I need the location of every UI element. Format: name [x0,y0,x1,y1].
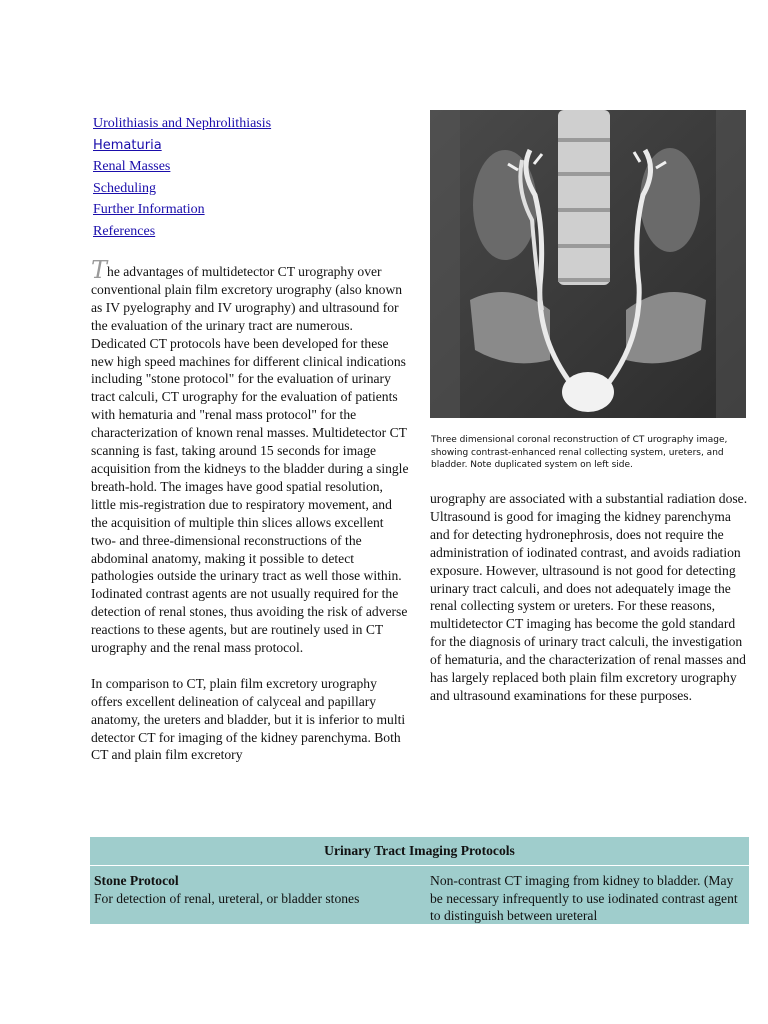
link-scheduling[interactable]: Scheduling [93,180,156,196]
article-paragraph-2-continued: urography are associated with a substantial radiation dose. Ultrasound is good for imaging the kidney parenchyma and for detecting hydronephrosis, does not require the administration of iodinated contrast, and avoids radiation exposure. However, ultrasound is not good for detecting urinary tract calculi, and does not adequately image the renal collecting system or ureters. For these reasons, multidetector CT imaging has become the gold standard for the diagnosis of urinary tract calculi, the investigation of hematuria, and the characterization of renal masses and has largely replaced both plain film excretory urography and ultrasound examinations for these purposes. [430,491,748,703]
table-row [90,866,749,925]
protocol-cell [90,872,430,925]
link-urolithiasis[interactable]: Urolithiasis and Nephrolithiasis [93,116,272,131]
ct-scan-illustration [430,110,746,418]
drop-cap: T [91,256,108,284]
link-references[interactable]: References [93,223,156,239]
figure-caption: Three dimensional coronal reconstruction of CT urography image, showing contrast-enhanced renal collecting system, ureters, and bladder. Note duplicated system on left side. [431,435,728,470]
article-left-column [91,256,411,782]
link-renal-masses[interactable]: Renal Masses [93,159,171,174]
link-further-information[interactable]: Further Information [93,202,205,217]
protocols-table [90,837,749,924]
protocol-purpose: For detection of renal, ureteral, or bladder stones [94,890,360,906]
ct-urography-image [430,110,746,418]
table-title: Urinary Tract Imaging Protocols [90,837,749,866]
article-paragraph-2: In comparison to CT, plain film excretory urography offers excellent delineation of calyceal and papillary anatomy, the ureters and bladder, but it is inferior to multi detector CT for imaging of the kidney parenchyma. Both CT and plain film excretory [91,675,406,763]
article-paragraph-1 [91,256,411,657]
protocol-technique: Non-contrast CT imaging from kidney to bladder. (May be necessary infrequently to use iodinated contrast agent to distinguish between ureteral [430,873,738,923]
protocol-name: Stone Protocol [94,873,179,888]
link-hematuria[interactable]: Hematuria [93,137,162,153]
paragraph-1-text: he advantages of multidetector CT urography over conventional plain film excretory urography (also known as IV pyelography and IV urography) and ultrasound for the evaluation of the urinary tract are numerous. Dedicated CT protocols have been developed for these new high speed machines for different clinical indications including "stone protocol" for the evaluation of urinary tract calculi, CT urography for the evaluation of patients with hematuria and "renal mass protocol" for the characterization of known renal masses. Multidetector CT scanning is fast, taking around 15 seconds for image acquisition from the kidneys to the bladder during a single breath-hold. The images have good spatial resolution, little mis-registration due to respiratory movement, and the acquisition of multiple thin slices allows excellent two- and three-dimensional reconstructions of the abdominal anatomy, making it possible to detect pathologies outside the urinary tract as well those within. Iodinated contrast agents are not usually required for the detection of renal stones, thus avoiding the risk of adverse reactions to these agents, but are routinely used in CT urography and the renal mass protocol. [91,264,409,656]
section-links [93,113,393,242]
article-right-column [430,490,752,705]
